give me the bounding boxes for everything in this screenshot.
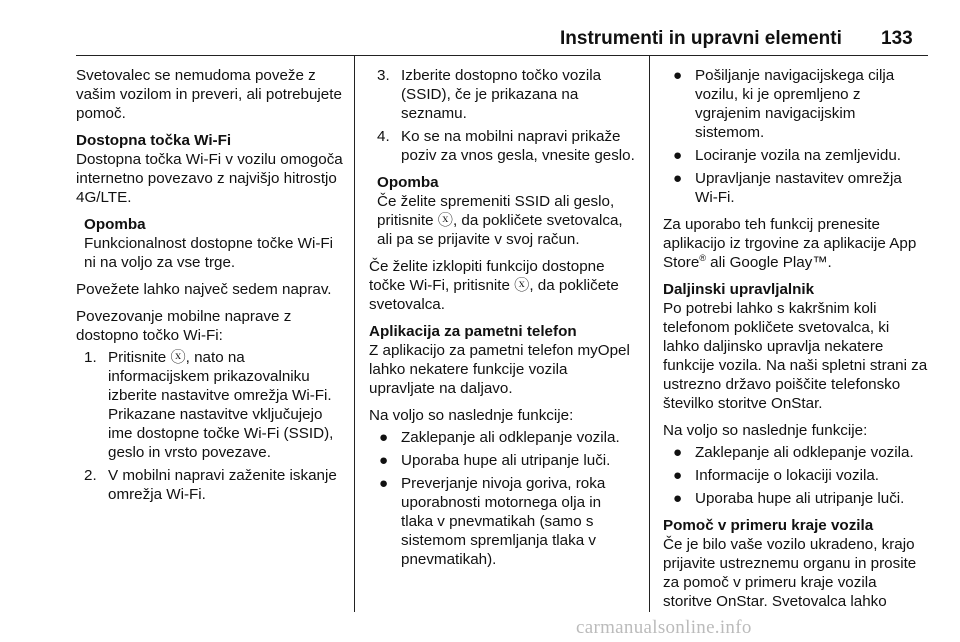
bullet-text: Preverjanje nivoja goriva, roka uporabnosti motornega olja in tlaka v pnevmatikah (samo s sistemom spremljanja tlaka v pnevmatikah). [401,475,606,568]
list-item [671,146,928,165]
bullet-icon: ● [673,67,683,84]
step-text: V mobilni napravi zaženite iskanje omrežja Wi-Fi. [108,467,337,503]
bullet-icon: ● [673,467,683,484]
section-heading: Daljinski upravljalnik [663,281,815,298]
bullet-list [663,443,928,508]
note [84,215,348,272]
list-item [377,451,635,470]
note-text: Funkcionalnost dostopne točke Wi-Fi ni na voljo za vse trge. [84,235,334,271]
step-text: Pritisnite ⓧ, nato na informacijskem prikazovalniku izberite nastavitve omrežja Wi-Fi. Prikazane nastavitve vključujejo ime dostopne točke Wi-Fi (SSID), geslo in vrsto povezave. [108,349,334,461]
paragraph: Svetovalec se nemudoma poveže z vašim vozilom in preveri, ali potrebujete pomoč. [76,67,342,122]
step-number: 3. [377,67,390,84]
bullet-icon: ● [379,429,389,446]
bullet-list [663,66,928,207]
bullet-text: Zaklepanje ali odklepanje vozila. [695,444,914,461]
paragraph: Povežete lahko največ sedem naprav. [76,281,332,298]
column-1 [76,66,348,512]
section-heading: Dostopna točka Wi-Fi [76,132,232,149]
note-text: Če želite spremeniti SSID ali geslo, pritisnite ⓧ, da pokličete svetovalca, ali pa se prijavite v svoj račun. [377,193,623,248]
registered-mark: ® [699,252,706,263]
page-number: 133 [881,28,913,49]
list-item [671,169,928,207]
paragraph: Na voljo so naslednje funkcije: [663,422,868,439]
column-divider-2 [649,56,650,612]
list-item [377,428,635,447]
column-2 [369,66,635,577]
list-item [84,466,348,504]
page-title: Instrumenti in upravni elementi [560,28,842,49]
bullet-list [369,428,635,569]
paragraph: Z aplikacijo za pametni telefon myOpel lahko nekatere funkcije vozila upravljate na daljavo. [369,342,630,397]
bullet-text: Zaklepanje ali odklepanje vozila. [401,429,620,446]
step-number: 4. [377,128,390,145]
watermark: carmanualsonline.info [576,617,752,638]
note [377,173,635,249]
steps-list [369,66,635,165]
bullet-icon: ● [673,444,683,461]
paragraph: Po potrebi lahko s kakršnim koli telefonom pokličete svetovalca, ki lahko daljinsko upravlja nekatere funkcije vozila. Na naši spletni strani za ustrezno državo poiščite telefonsko številko storitve OnStar. [663,300,928,412]
bullet-text: Pošiljanje navigacijskega cilja vozilu, ki je opremljeno z vgrajenim navigacijskim sistemom. [695,67,895,141]
list-item [671,66,928,142]
bullet-text: Upravljanje nastavitev omrežja Wi-Fi. [695,170,902,206]
note-title: Opomba [84,216,146,233]
note-title: Opomba [377,174,439,191]
paragraph: Povezovanje mobilne naprave z dostopno točko Wi-Fi: [76,308,292,344]
step-number: 2. [84,467,97,484]
bullet-icon: ● [379,475,389,492]
step-text: Izberite dostopno točko vozila (SSID), če je prikazana na seznamu. [401,67,602,122]
list-item [377,66,635,123]
list-item [671,489,928,508]
steps-list [76,348,348,504]
section-heading: Pomoč v primeru kraje vozila [663,517,874,534]
bullet-text: Uporaba hupe ali utripanje luči. [695,490,905,507]
list-item [84,348,348,462]
list-item [377,474,635,569]
bullet-icon: ● [673,490,683,507]
step-text: Ko se na mobilni napravi prikaže poziv za vnos gesla, vnesite geslo. [401,128,635,164]
column-3 [663,66,928,619]
bullet-icon: ● [673,170,683,187]
column-divider-1 [354,56,355,612]
bullet-icon: ● [673,147,683,164]
bullet-text: Uporaba hupe ali utripanje luči. [401,452,611,469]
paragraph: Če je bilo vaše vozilo ukradeno, krajo prijavite ustreznemu organu in prosite za pomoč v primeru kraje vozila storitve OnStar. Svetovalca lahko [663,536,917,610]
paragraph: Dostopna točka Wi-Fi v vozilu omogoča internetno povezavo z najvišjo hitrostjo 4G/LTE. [76,151,343,206]
list-item [377,127,635,165]
header-rule [76,55,928,56]
paragraph-text: Za uporabo teh funkcij prenesite aplikacijo iz trgovine za aplikacije App Store [663,216,917,271]
bullet-text: Lociranje vozila na zemljevidu. [695,147,901,164]
paragraph: Če želite izklopiti funkcijo dostopne točke Wi-Fi, pritisnite ⓧ, da pokličete svetovalca. [369,258,619,313]
step-number: 1. [84,349,97,366]
paragraph [663,215,928,272]
list-item [671,443,928,462]
section-heading: Aplikacija za pametni telefon [369,323,577,340]
bullet-icon: ● [379,452,389,469]
paragraph-text: ali Google Play™. [705,254,832,271]
bullet-text: Informacije o lokaciji vozila. [695,467,880,484]
paragraph: Na voljo so naslednje funkcije: [369,407,574,424]
list-item [671,466,928,485]
